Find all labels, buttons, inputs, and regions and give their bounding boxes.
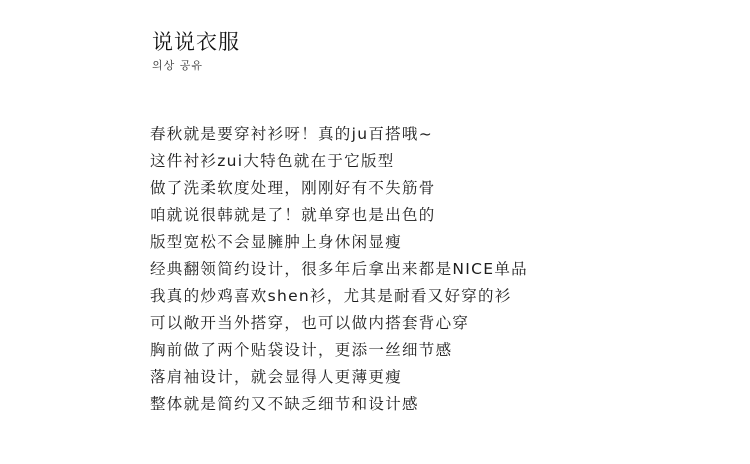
text-line: 咱就说很韩就是了！就单穿也是出色的: [150, 206, 436, 224]
text-line: 做了洗柔软度处理，刚刚好有不失筋骨: [150, 179, 436, 197]
text-line: 版型宽松不会显臃肿上身休闲显瘦: [150, 233, 403, 251]
text-line: 春秋就是要穿衬衫呀！真的ju百搭哦~: [150, 125, 434, 143]
description-text: [150, 121, 528, 418]
page-subtitle: 의상 공유: [152, 59, 204, 72]
text-line: 我真的炒鸡喜欢shen衫，尤其是耐看又好穿的衫: [150, 287, 512, 305]
text-line: 经典翻领简约设计，很多年后拿出来都是NICE单品: [150, 260, 528, 278]
text-line: 整体就是简约又不缺乏细节和设计感: [150, 395, 419, 413]
text-line: 胸前做了两个贴袋设计，更添一丝细节感: [150, 341, 453, 359]
header: [152, 28, 240, 74]
text-line: 落肩袖设计，就会显得人更薄更瘦: [150, 368, 403, 386]
text-line: 这件衬衫zui大特色就在于它版型: [150, 152, 395, 170]
page-title: 说说衣服: [152, 30, 240, 54]
text-line: 可以敞开当外搭穿，也可以做内搭套背心穿: [150, 314, 470, 332]
